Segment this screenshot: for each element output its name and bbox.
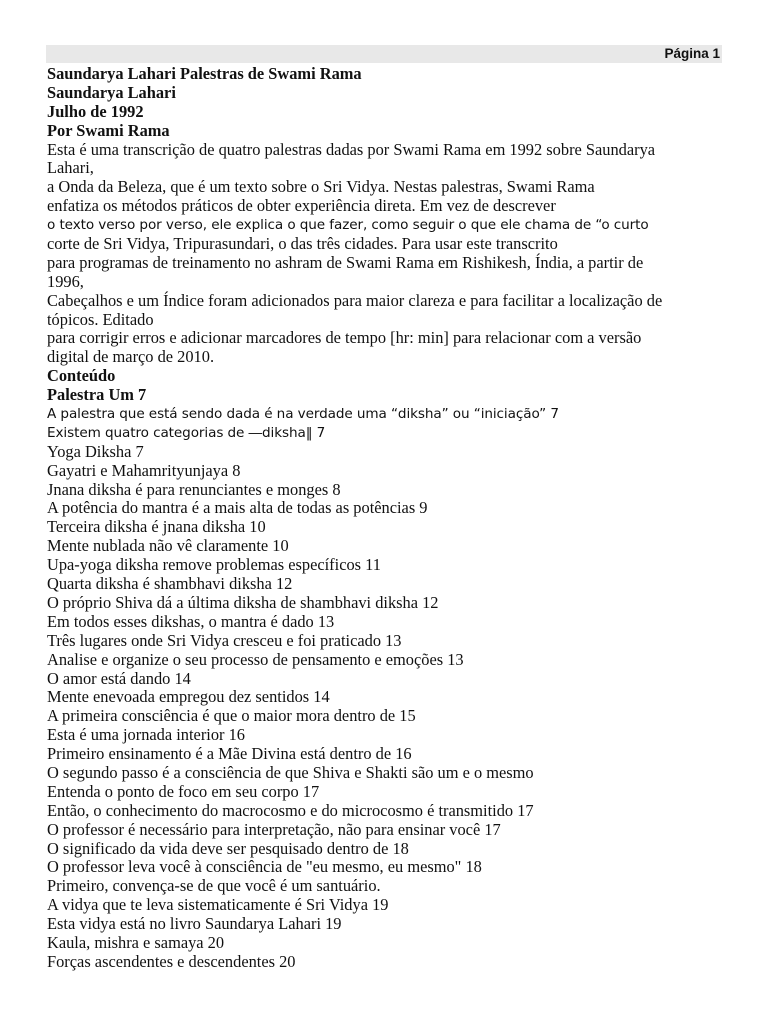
contents-heading: Conteúdo [47, 366, 116, 386]
toc-item: O professor leva você à consciência de "eu mesmo, eu mesmo" 18 [47, 857, 482, 877]
document-title: Saundarya Lahari Palestras de Swami Rama [47, 64, 362, 83]
toc-item: O professor é necessário para interpretação, não para ensinar você 17 [47, 819, 501, 839]
toc-item: O próprio Shiva dá a última diksha de shambhavi diksha 12 [47, 592, 439, 612]
intro-line: 1996, [47, 271, 84, 291]
intro-line: tópicos. Editado [47, 309, 154, 329]
intro-line: para corrigir erros e adicionar marcadores de tempo [hr: min] para relacionar com a versão [47, 328, 642, 348]
toc-item: Existem quatro categorias de ―diksha‖ 7 [47, 424, 326, 441]
document-date: Julho de 1992 [47, 101, 144, 121]
toc-item: Quarta diksha é shambhavi diksha 12 [47, 574, 293, 594]
toc-item: Kaula, mishra e samaya 20 [47, 932, 225, 952]
page-number: Página 1 [664, 46, 720, 61]
toc-item: Gayatri e Mahamrityunjaya 8 [47, 460, 241, 480]
toc-item: A palestra que está sendo dada é na verdade uma “diksha” ou “iniciação” 7 [47, 406, 559, 423]
toc-item: A primeira consciência é que o maior mora dentro de 15 [47, 706, 416, 726]
intro-line: digital de março de 2010. [47, 347, 215, 367]
toc-item: Primeiro, convença-se de que você é um santuário. [47, 876, 381, 896]
toc-item: Três lugares onde Sri Vidya cresceu e foi praticado 13 [47, 630, 402, 650]
toc-item: Em todos esses dikshas, o mantra é dado 13 [47, 611, 335, 631]
toc-item: Jnana diksha é para renunciantes e monges 8 [47, 479, 341, 499]
intro-line: a Onda da Beleza, que é um texto sobre o Sri Vidya. Nestas palestras, Swami Rama [47, 177, 595, 197]
toc-item: Mente enevoada empregou dez sentidos 14 [47, 687, 330, 707]
toc-item: Upa-yoga diksha remove problemas específicos 11 [47, 555, 381, 575]
intro-line: o texto verso por verso, ele explica o que fazer, como seguir o que ele chama de “o curto [47, 217, 649, 234]
intro-line: para programas de treinamento no ashram de Swami Rama em Rishikesh, Índia, a partir de [47, 252, 644, 272]
toc-item: Analise e organize o seu processo de pensamento e emoções 13 [47, 649, 464, 669]
toc-item: Mente nublada não vê claramente 10 [47, 536, 289, 556]
intro-line: enfatiza os métodos práticos de obter experiência direta. Em vez de descrever [47, 196, 556, 216]
toc-item: A vidya que te leva sistematicamente é Sri Vidya 19 [47, 895, 389, 915]
toc-item: A potência do mantra é a mais alta de todas as potências 9 [47, 498, 428, 518]
toc-item: Entenda o ponto de foco em seu corpo 17 [47, 781, 320, 801]
toc-item: Então, o conhecimento do macrocosmo e do microcosmo é transmitido 17 [47, 800, 534, 820]
toc-item: O significado da vida deve ser pesquisado dentro de 18 [47, 838, 409, 858]
toc-item: Esta é uma jornada interior 16 [47, 725, 245, 745]
document-subtitle: Saundarya Lahari [47, 82, 176, 102]
document-body [47, 65, 737, 972]
toc-item: Primeiro ensinamento é a Mãe Divina está dentro de 16 [47, 744, 412, 764]
intro-line: Esta é uma transcrição de quatro palestras dadas por Swami Rama em 1992 sobre Saundarya [47, 139, 656, 159]
document-author: Por Swami Rama [47, 120, 170, 140]
intro-line: Cabeçalhos e um Índice foram adicionados para maior clareza e para facilitar a localização de [47, 290, 663, 310]
toc-item: Terceira diksha é jnana diksha 10 [47, 517, 266, 537]
toc-item: Yoga Diksha 7 [47, 441, 144, 461]
intro-line: corte de Sri Vidya, Tripurasundari, o das três cidades. Para usar este transcrito [47, 234, 558, 254]
toc-item: Esta vidya está no livro Saundarya Lahari 19 [47, 914, 342, 934]
contents-subheading: Palestra Um 7 [47, 385, 147, 405]
intro-line: Lahari, [47, 158, 94, 178]
toc-item: O amor está dando 14 [47, 668, 191, 688]
toc-item: Forças ascendentes e descendentes 20 [47, 951, 296, 971]
page-header-bar [46, 45, 722, 63]
toc-item: O segundo passo é a consciência de que Shiva e Shakti são um e o mesmo [47, 762, 534, 782]
